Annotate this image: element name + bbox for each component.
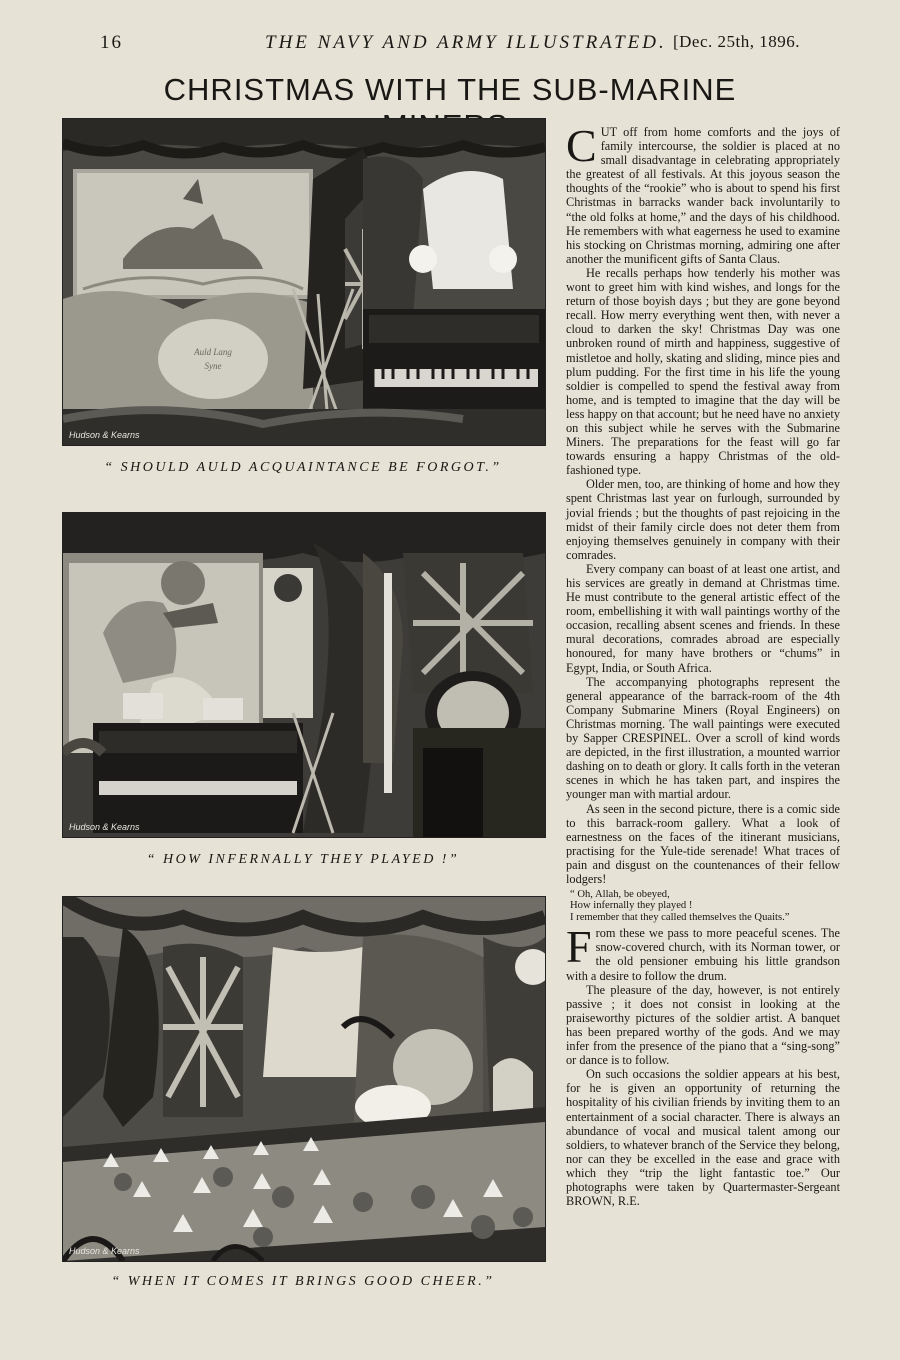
article-paragraph: The accompanying photographs represent the general appearance of the barrack-room of the 4th Company Submarine Miners (Royal Engineers) on Christmas morning. The wall paintings were executed by Sapper CRESPINEL. Over a scroll of kind words are depicted, in the first illustration, a mounted warrior dashing on to death or glory. It calls forth in the veteran scenes in which he has taken part, and inspires the younger man with martial ardour. bbox=[566, 674, 840, 802]
photo-credit: Hudson & Kearns bbox=[69, 1246, 140, 1256]
verse-quotation bbox=[566, 889, 840, 923]
photo-banquet-table bbox=[62, 896, 546, 1262]
photo-credit: Hudson & Kearns bbox=[69, 430, 140, 440]
photo-caption: “ WHEN IT COMES IT BRINGS GOOD CHEER.” bbox=[111, 1274, 495, 1289]
article-body bbox=[566, 120, 840, 1209]
article-paragraph: CUT off from home comforts and the joys of family intercourse, the soldier is placed at no small disadvantage in celebrating appropriately the greatest of all festivals. At this joyous season the thoughts of the “rookie” who is about to spend his first Christmas in barracks wander back involuntarily to “the old folks at home,” and the days of his childhood. He remembers with what eagerness he used to examine his stocking on Christmas morning, admiring one after another the munificent gifts of Santa Claus. bbox=[566, 120, 840, 266]
article-paragraph: On such occasions the soldier appears at his best, for he is given an opportunity of returning the hospitality of his civilian friends by inviting them to an entertainment of a social character. There is always an abundance of vocal and musical talent among our soldiers, to whatever branch of the Service they belong, nor can they be excelled in the ease and grace with which they “trip the light fantastic toe.” Our photographs were taken by Quartermaster-Sergeant BROWN, R.E. bbox=[566, 1067, 840, 1209]
svg-text:Auld Lang: Auld Lang bbox=[194, 347, 232, 357]
article-paragraph: Older men, too, are thinking of home and how they spent Christmas last year on furlough, surrounded by jovial friends ; but the thoughts of past rejoicing in the midst of their family circle does not deter them from enjoying themselves genuinely in company with their comrades. bbox=[566, 477, 840, 562]
verse-line: “ Oh, Allah, be obeyed, bbox=[570, 889, 670, 901]
journal-title: THE NAVY AND ARMY ILLUSTRATED. bbox=[265, 32, 667, 53]
photo-caption: “ HOW INFERNALLY THEY PLAYED !” bbox=[146, 852, 460, 867]
page-number: 16 bbox=[100, 32, 123, 53]
photo-1-image bbox=[63, 119, 545, 445]
article-paragraph: The pleasure of the day, however, is not entirely passive ; it does not consist in looking at the praiseworthy pictures of the soldier artist. A banquet has been prepared worthy of the gods. And we may infer from the presence of the piano that a “sing-song” or dance is to follow. bbox=[566, 982, 840, 1068]
svg-text:Syne: Syne bbox=[204, 361, 222, 371]
photo-credit: Hudson & Kearns bbox=[69, 822, 140, 832]
photo-3-image bbox=[63, 897, 545, 1261]
photo-caption: “ SHOULD AULD ACQUAINTANCE BE FORGOT.” bbox=[104, 460, 502, 475]
article-paragraph: He recalls perhaps how tenderly his mother was wont to greet him with kind wishes, and longs for the return of those boyish days ; but they are gone beyond recall. How merry everything went then, with never a cloud to darken the sky! Christmas Day was one unbroken round of mirth and happiness, suggestive of mistletoe and holly, skating and sliding, mince pies and plum pudding. For the first time in his life the young soldier is compelled to spend the festival away from home, and is tempted to imagine that the day will be less happy on that account; but he need have no anxiety on this subject while he serves with the Submarine Miners. The preparations for the feast will go far towards ensuring a happy Christmas of the old-fashioned type. bbox=[566, 265, 840, 478]
photo-barrack-room-piano bbox=[62, 118, 546, 446]
article-paragraph: From these we pass to more peaceful scenes. The snow-covered church, with its Norman tower, or the old pensioner embuing his little grandson with a desire to follow the drum. bbox=[566, 921, 840, 983]
photo-2-image bbox=[63, 513, 545, 837]
photo-musicians-painting bbox=[62, 512, 546, 838]
verse-line: I remember that they called themselves the Quaits.” bbox=[570, 911, 790, 923]
verse-line: How infernally they played ! bbox=[570, 900, 693, 912]
issue-date: [Dec. 25th, 1896. bbox=[672, 32, 800, 51]
article-paragraph: As seen in the second picture, there is a comic side to this barrack-room gallery. What a look of earnestness on the faces of the itinerant musicians, practising for the Yule-tide serenade! What traces of pain and disgust on the countenances of their fellow lodgers! bbox=[566, 801, 840, 886]
article-paragraph: Every company can boast of at least one artist, and his services are greatly in demand at Christmas time. He must contribute to the general artistic effect of the room, embellishing it with wall paintings worthy of the occasion, recalling absent scenes and friends. In these mural decorations, comrades abroad are especially honoured, for many have brothers or “chums” in Egypt, India, or South Africa. bbox=[566, 561, 840, 675]
article-headline: CHRISTMAS WITH THE SUB-MARINE bbox=[163, 72, 737, 107]
running-head bbox=[100, 32, 800, 56]
